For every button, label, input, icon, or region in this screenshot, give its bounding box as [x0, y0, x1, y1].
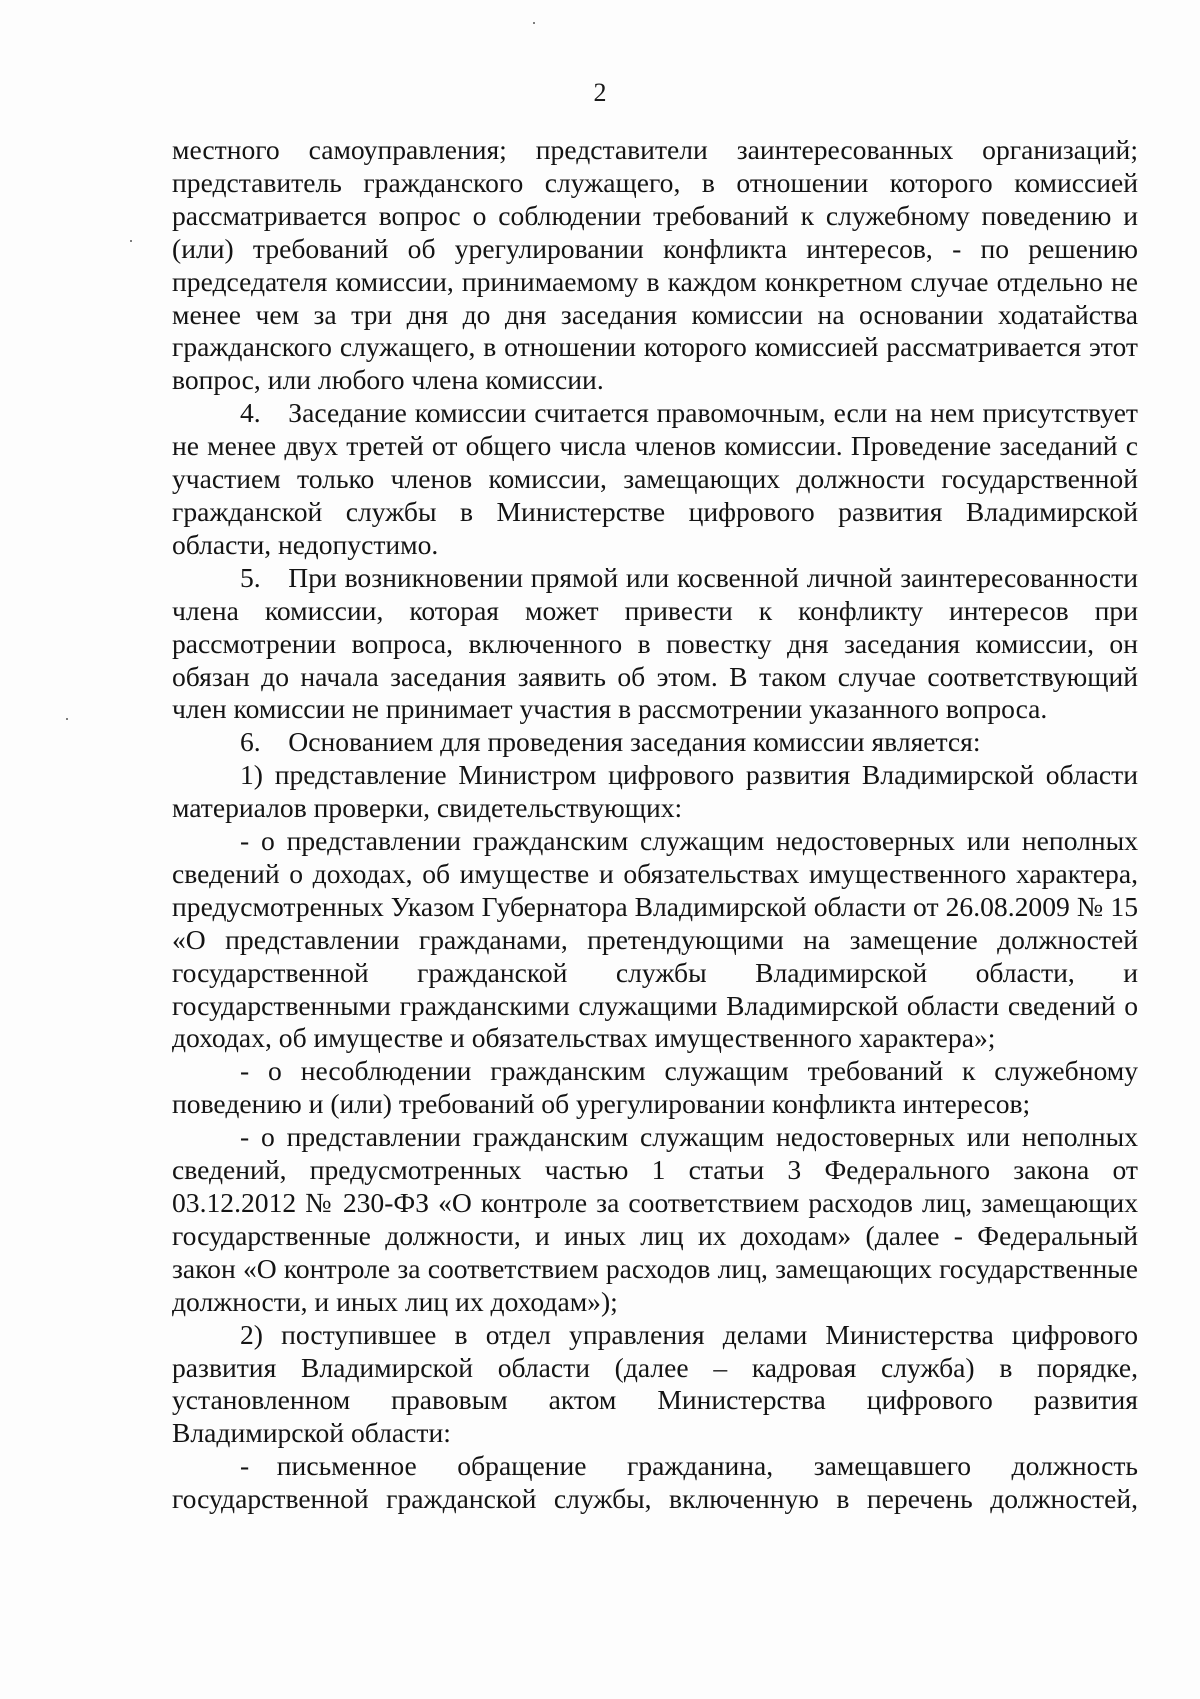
paragraph-item-5: 5. При возникновении прямой или косвенной личной заинтересованности члена комиссии, которая может привести к конфликту интересов при рассмотрении вопроса, включенного в повестку дня заседания комиссии, он обязан до начала заседания заявить об этом. В таком случае соответствующий член комиссии не принимает участия в рассмотрении указанного вопроса.	[172, 561, 1138, 725]
paragraph-bullet-conduct: - о несоблюдении гражданским служащим требований к служебному поведению и (или) требований об урегулировании конфликта интересов;	[172, 1055, 1138, 1120]
paragraph-bullet-expenses: - о представлении гражданским служащим недостоверных или неполных сведений, предусмотренных частью 1 статьи 3 Федерального закона от 03.12.2012 № 230-ФЗ «О контроле за соответствием расходов лиц, замещающих государственные должности, и иных лиц их доходам» (далее - Федеральный закон «О контроле за соответствием расходов лиц, замещающих государственные должности, и иных лиц их доходам»);	[172, 1121, 1138, 1317]
scan-speck	[66, 718, 68, 720]
paragraph-bullet-appeal: - письменное обращение гражданина, замещавшего должность государственной гражданской службы, включенную в перечень должностей,	[172, 1450, 1138, 1515]
paragraph-subitem-2: 2) поступившее в отдел управления делами Министерства цифрового развития Владимирской области (далее – кадровая служба) в порядке, установленном правовым актом Министерства цифрового развития Владимирской области:	[172, 1318, 1138, 1449]
page-number: 2	[593, 78, 607, 107]
paragraph-bullet-income: - о представлении гражданским служащим недостоверных или неполных сведений о доходах, об имуществе и обязательствах имущественного характера, предусмотренных Указом Губернатора Владимирской области от 26.08.2009 № 15 «О представлении гражданами, претендующими на замещение должностей государственной гражданской службы Владимирской области, и государственными гражданскими служащими Владимирской области сведений о доходах, об имуществе и обязательствах имущественного характера»;	[172, 825, 1138, 1054]
paragraph-continuation: местного самоуправления; представители заинтересованных организаций; представитель гражданского служащего, в отношении которого комиссией рассматривается вопрос о соблюдении требований к служебному поведению и (или) требований об урегулировании конфликта интересов, - по решению председателя комиссии, принимаемому в каждом конкретном случае отдельно не менее чем за три дня до дня заседания комиссии на основании ходатайства гражданского служащего, в отношении которого комиссией рассматривается этот вопрос, или любого члена комиссии.	[172, 134, 1138, 396]
paragraph-item-4: 4. Заседание комиссии считается правомочным, если на нем присутствует не менее двух третей от общего числа членов комиссии. Проведение заседаний с участием только членов комиссии, замещающих должности государственной гражданской службы в Министерстве цифрового развития Владимирской области, недопустимо.	[172, 397, 1138, 560]
paragraph-subitem-1: 1) представление Министром цифрового развития Владимирской области материалов проверки, свидетельствующих:	[172, 759, 1138, 824]
paragraph-item-6: 6. Основанием для проведения заседания комиссии является:	[240, 726, 981, 758]
scan-speck	[533, 22, 535, 24]
document-body	[172, 134, 1138, 1516]
scan-speck	[130, 240, 132, 242]
